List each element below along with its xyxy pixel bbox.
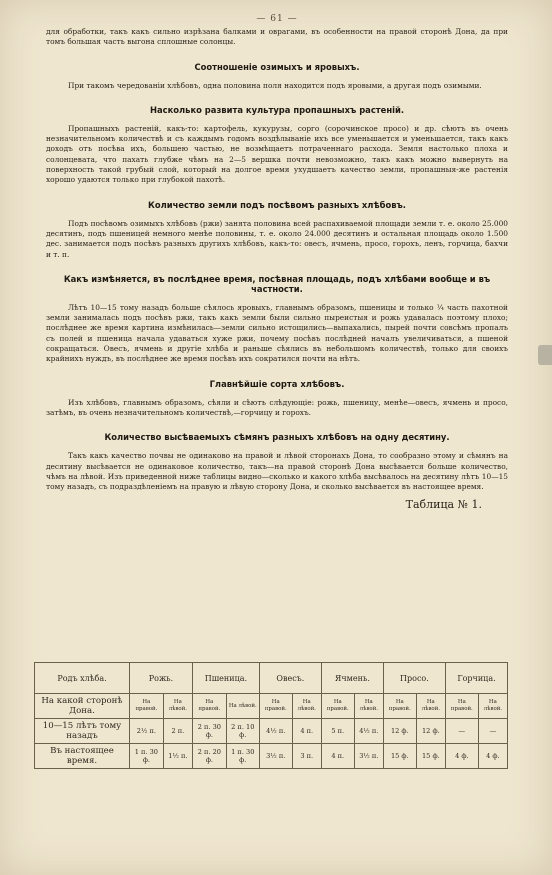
side-cell: На лѣвой. <box>416 694 445 719</box>
crop-header: Горчица. <box>445 663 507 694</box>
table-cell: 4½ п. <box>259 719 292 744</box>
crop-header: Рожь. <box>130 663 193 694</box>
side-cell: На лѣвой. <box>354 694 383 719</box>
table-cell: 15 ф. <box>416 744 445 769</box>
section-heading: Главнѣйшіе сорта хлѣбовъ. <box>209 378 345 389</box>
table-cell: 1½ п. <box>163 744 192 769</box>
section-heading: Какъ измѣняется, въ послѣднее время, посѣвная площадь, подъ хлѣбами вообще и въ частности. <box>63 273 491 294</box>
intro-paragraph: для обработки, такъ какъ сильно изрѣзана балками и оврагами, въ особенности на правой сторонѣ Дона, да при томъ большая часть выгона сплошные солонцы. <box>46 27 508 47</box>
page-tab-marker <box>538 345 552 365</box>
table-cell: 3 п. <box>292 744 321 769</box>
section-heading: Количество земли подъ посѣвомъ разныхъ хлѣбовъ. <box>148 199 406 210</box>
section-paragraph: Лѣтъ 10—15 тому назадъ больше сѣялось яровыхъ, главнымъ образомъ, пшеницы и только ¼ часть пахотной земли занималась подъ посѣвъ ржи, такъ какъ земли были сильно пыреистыя и рожь удавалась поэтому плохо; послѣднее же время картина измѣнилась—земли сильно истощились—выпахались, пырей почти совсѣмъ пропалъ съ полей и пшеница начала удаваться хуже ржи, почему посѣвъ послѣдней началъ увеличиваться, а пшеной сокращаться. Овесъ, ячмень и другіе хлѣба и раньше сѣялись въ небольшомъ количествѣ, только для своихъ крайнихъ нуждъ, въ послѣднее же время посѣвъ ихъ сократился почти на нѣтъ. <box>46 302 508 364</box>
side-row-header: На какой сторонѣ Дона. <box>35 694 130 719</box>
seed-rate-table <box>34 662 508 769</box>
row-label: Въ настоящее время. <box>35 744 130 769</box>
table-cell: — <box>445 719 478 744</box>
row-label: 10—15 лѣтъ тому назадъ <box>35 719 130 744</box>
table-cell: 2 п. <box>163 719 192 744</box>
section-heading: Соотношеніе озимыхъ и яровыхъ. <box>194 61 360 72</box>
section-heading: Насколько развита культура пропашныхъ растеній. <box>149 104 405 115</box>
table-cell: 4 ф. <box>445 744 478 769</box>
section-paragraph: Пропашныхъ растеній, какъ-то: картофель, кукурузы, сорго (сорочинское просо) и др. сѣютъ въ очень незначительномъ количествѣ и съ каждымъ годомъ воздѣлываніе ихъ все уменьшается и уменьшается, такъ какъ доходъ отъ посѣва ихъ, большею частью, не возмѣщаетъ потраченнаго расхода. Земля настолько плоха и солонцевата, что пахать глубже чѣмъ на 2—5 вершка почти невозможно, такъ какъ можно вывернуть на поверхность такой грубый слой, который на долгое время ухудшаетъ качество земли, пропашныя-же растенія хорошо удаются только при глубокой пахотѣ. <box>46 123 508 185</box>
section-paragraph: Такъ какъ качество почвы не одинаково на правой и лѣвой сторонахъ Дона, то сообразно этому и сѣмянъ на десятину высѣвается не одинаковое количество, такъ—на правой сторонѣ Дона высѣвается больше количество, чѣмъ на лѣвой. Изъ приведенной ниже таблицы видно—сколько и какого хлѣба высѣвалось на десятину лѣтъ 10—15 тому назадъ, съ подраздѣленіемъ на правую и лѣвую сторону Дона, и сколько высѣвается въ настоящее время. <box>46 451 508 492</box>
table-cell: 2½ п. <box>130 719 164 744</box>
table-corner-header: Родъ хлѣба. <box>35 663 130 694</box>
section-paragraph: При такомъ чередованіи хлѣбовъ, одна половина поля находится подъ яровыми, а другая подъ озимыми. <box>68 80 482 90</box>
table-header-row <box>35 663 508 694</box>
table-cell: 2 п. 10 ф. <box>226 719 259 744</box>
side-cell: На правой. <box>259 694 292 719</box>
table-cell: 4 ф. <box>478 744 507 769</box>
table-cell: 15 ф. <box>383 744 416 769</box>
crop-header: Пшеница. <box>192 663 259 694</box>
table-cell: 4 п. <box>321 744 354 769</box>
table-cell: 2 п. 20 ф. <box>192 744 226 769</box>
side-cell: На правой. <box>445 694 478 719</box>
side-cell: На правой. <box>383 694 416 719</box>
section-paragraph: Подъ посѣвомъ озимыхъ хлѣбовъ (ржи) занята половина всей распахиваемой площади земли т. е. около 25.000 десятинъ, подъ пшеницей немного менѣе половины, т. е. около 24.000 десятинъ и остальная площадь около 1.500 дес. занимается подъ посѣвъ разныхъ другихъ хлѣбовъ, какъ-то: овесъ, ячмень, просо, горохъ, ленъ, горчица, бахчи и т. п. <box>46 218 508 259</box>
side-cell: На лѣвой. <box>292 694 321 719</box>
table-cell: 4 п. <box>292 719 321 744</box>
section-heading: Количество высѣваемыхъ сѣмянъ разныхъ хлѣбовъ на одну десятину. <box>104 432 450 443</box>
side-cell: На правой. <box>192 694 226 719</box>
table-cell: 3½ п. <box>354 744 383 769</box>
side-cell: На лѣвой. <box>478 694 507 719</box>
table-cell: 3½ п. <box>259 744 292 769</box>
section-paragraph: Изъ хлѣбовъ, главнымъ образомъ, сѣяли и сѣютъ слѣдующіе: рожь, пшеницу, менѣе—овесъ, ячмень и просо, затѣмъ, въ очень незначительномъ количествѣ,—горчицу и горохъ. <box>46 397 508 417</box>
side-cell: На правой. <box>321 694 354 719</box>
table-cell: 2 п. 30 ф. <box>192 719 226 744</box>
table-cell: 4½ п. <box>354 719 383 744</box>
table-row <box>35 744 508 769</box>
table-cell: 12 ф. <box>383 719 416 744</box>
table-cell: 1 п. 30 ф. <box>226 744 259 769</box>
table-side-row <box>35 694 508 719</box>
table-cell: 5 п. <box>321 719 354 744</box>
table-cell: 1 п. 30 ф. <box>130 744 164 769</box>
table-cell: — <box>478 719 507 744</box>
table-row <box>35 719 508 744</box>
side-cell: На лѣвой. <box>163 694 192 719</box>
table-label: Таблица № 1. <box>405 498 482 512</box>
side-cell: На правой. <box>130 694 164 719</box>
crop-header: Овесъ. <box>259 663 321 694</box>
table-cell: 12 ф. <box>416 719 445 744</box>
crop-header: Просо. <box>383 663 445 694</box>
page-body <box>46 14 508 519</box>
page-number: — 61 — <box>256 14 298 24</box>
side-cell: На лѣвой. <box>226 694 259 719</box>
crop-header: Ячмень. <box>321 663 383 694</box>
